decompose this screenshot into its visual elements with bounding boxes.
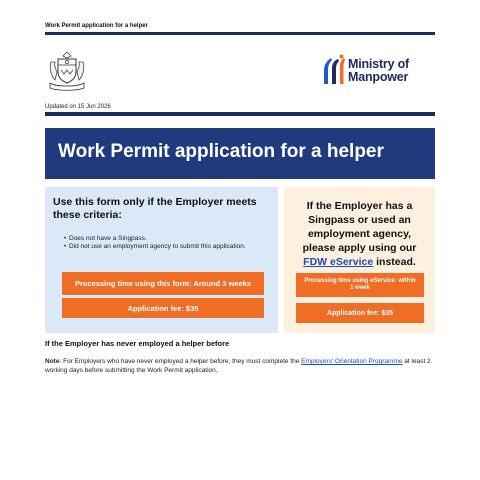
eservice-panel xyxy=(284,187,435,333)
eservice-processing-time-badge: Processing time using eService: within 1 week xyxy=(296,273,424,297)
processing-time-badge: Processing time using this form: Around 3 weeks xyxy=(62,272,264,295)
orientation-note xyxy=(45,358,435,375)
logo-text-line-2: Manpower xyxy=(348,70,409,84)
application-fee-badge: Application fee: $35 xyxy=(62,298,264,318)
logo-text-line-1: Ministry of xyxy=(348,57,409,71)
criteria-item: • Does not have a Singpass. xyxy=(64,235,264,243)
section-divider xyxy=(45,112,435,116)
note-text: : For Employers who have never employed a helper before, they must complete the xyxy=(59,358,302,365)
ministry-of-manpower-logo xyxy=(320,52,432,92)
eservice-heading xyxy=(292,199,427,269)
eservice-heading-suffix: instead. xyxy=(373,256,416,268)
mom-brand-mark-icon xyxy=(320,54,346,88)
page-title: Work Permit application for a helper xyxy=(58,141,384,162)
singapore-coat-of-arms-icon xyxy=(47,50,87,92)
note-label: Note xyxy=(45,358,60,365)
section-heading: If the Employer has never employed a helper before xyxy=(45,339,230,348)
eservice-heading-text: If the Employer has a Singpass or used an employment agency, please apply using our xyxy=(302,200,417,254)
updated-date: Updated on 15 Jun 2026 xyxy=(45,104,111,110)
eservice-application-fee-badge: Application fee: $35 xyxy=(296,303,424,323)
criteria-item: • Did not use an employment agency to submit this application. xyxy=(64,243,264,251)
note-text-end: at least 2 working days before submitting the Work Permit application. xyxy=(45,358,431,374)
eligibility-heading: Use this form only if the Employer meets these criteria: xyxy=(53,196,257,221)
title-banner xyxy=(45,128,435,179)
eligibility-panel xyxy=(45,187,278,333)
header-divider xyxy=(45,32,435,35)
fdw-eservice-link[interactable]: FDW eService xyxy=(303,256,374,268)
criteria-list xyxy=(64,235,264,251)
ministry-name xyxy=(348,58,409,84)
employers-orientation-programme-link[interactable]: Employers' Orientation Programme xyxy=(301,358,403,365)
document-header-title: Work Permit application for a helper xyxy=(45,23,148,29)
